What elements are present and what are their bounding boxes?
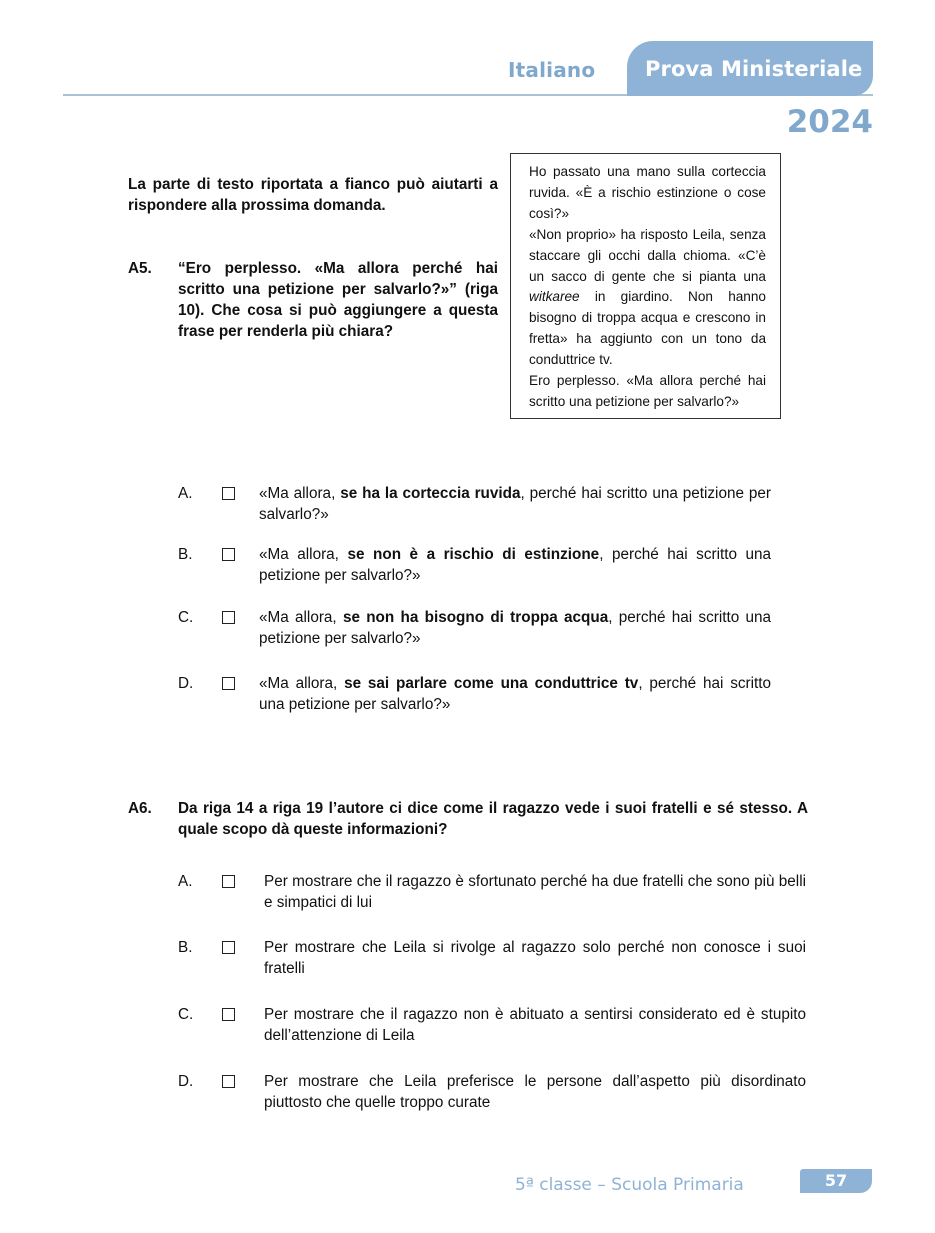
option-text-bold: se non ha bisogno di troppa acqua [342,609,609,626]
passage-text: «Non proprio» ha risposto Leila, senza staccare gli occhi dalla chioma. «C’è un sacco di gente che si pianta una [529,226,766,284]
option-letter: C. [178,1006,194,1023]
passage-text: in giardino. Non hanno bisogno di troppa acqua e crescono in fretta» ha aggiunto con un tono da conduttrice tv. [529,289,766,368]
option-text [259,607,771,649]
question-text: “Ero perplesso. «Ma allora perché hai scritto una petizione per salvarlo?»” (riga 10). Che cosa si può aggiungere a questa frase per renderla più chiara? [178,260,498,340]
option-text [259,483,771,525]
option-text: Per mostrare che Leila si rivolge al ragazzo solo perché non conosce i suoi fratelli [264,939,806,977]
option-letter: A. [178,873,193,890]
passage-text: Ero perplesso. «Ma allora perché hai scritto una petizione per salvarlo?» [529,373,766,409]
option-text-part: «Ma allora, [259,546,348,563]
answer-option[interactable] [178,1071,808,1115]
option-letter: D. [178,675,194,692]
option-text: Per mostrare che il ragazzo è sfortunato perché ha due fratelli che sono più belli e simpatici di lui [264,873,806,911]
intro-instruction: La parte di testo riportata a fianco può aiutarti a rispondere alla prossima domanda. [128,176,498,214]
header-title-tab [627,41,873,96]
option-letter: C. [178,609,194,626]
checkbox-icon[interactable] [222,875,235,888]
answer-option[interactable] [178,483,778,527]
passage-paragraph [529,225,766,371]
checkbox-icon[interactable] [222,1008,235,1021]
page-number: 57 [824,1171,848,1190]
passage-excerpt [510,153,781,419]
option-text: Per mostrare che Leila preferisce le persone dall’aspetto più disordinato piuttosto che quelle troppo curate [264,1073,806,1111]
option-text-part: , perché hai scritto una petizione per salvarlo?» [259,546,772,584]
checkbox-icon[interactable] [222,1075,235,1088]
checkbox-icon[interactable] [222,677,235,690]
page-number-tab [800,1169,872,1193]
answer-option[interactable] [178,937,808,981]
passage-text: Ho passato una mano sulla corteccia ruvida. «È a rischio estinzione o cose così?» [529,164,766,221]
checkbox-icon[interactable] [222,548,235,561]
option-text-part: , perché hai scritto una petizione per salvarlo?» [259,675,771,713]
checkbox-icon[interactable] [222,941,235,954]
option-text-part: , perché hai scritto una petizione per salvarlo?» [259,485,771,523]
option-text-bold: se sai parlare come una conduttrice tv [344,675,639,692]
option-text [259,544,771,586]
option-letter: B. [178,939,193,956]
answer-option[interactable] [178,871,808,915]
option-letter: A. [178,485,193,502]
passage-paragraph [529,371,766,413]
option-letter: D. [178,1073,194,1090]
option-text-part: , perché hai scritto una petizione per salvarlo?» [259,609,772,647]
passage-italic-word: witkaree [529,289,580,305]
question-number: A5. [128,260,152,277]
checkbox-icon[interactable] [222,487,235,500]
checkbox-icon[interactable] [222,611,235,624]
option-text: Per mostrare che il ragazzo non è abituato a sentirsi considerato ed è stupito dell’attenzione di Leila [264,1006,806,1044]
answer-option[interactable] [178,1004,808,1048]
option-text-bold: se non è a rischio di estinzione [347,546,600,563]
option-letter: B. [178,546,193,563]
header-title: Prova Ministeriale [645,57,863,81]
question-number: A6. [128,800,152,817]
answer-option[interactable] [178,607,778,651]
subject-label: Italiano [508,58,596,82]
passage-paragraph [529,162,766,225]
answer-option[interactable] [178,673,778,717]
question-text: Da riga 14 a riga 19 l’autore ci dice come il ragazzo vede i suoi fratelli e sé stesso. A quale scopo dà queste informazioni? [178,800,808,838]
answer-option[interactable] [178,544,778,588]
option-text-part: «Ma allora, [259,609,343,626]
option-text [259,673,771,715]
option-text-bold: se ha la corteccia ruvida [340,485,521,502]
header-year: 2024 [786,104,873,140]
footer-grade-label: 5ª classe – Scuola Primaria [515,1175,744,1195]
option-text-part: «Ma allora, [259,485,341,502]
option-text-part: «Ma allora, [259,675,345,692]
